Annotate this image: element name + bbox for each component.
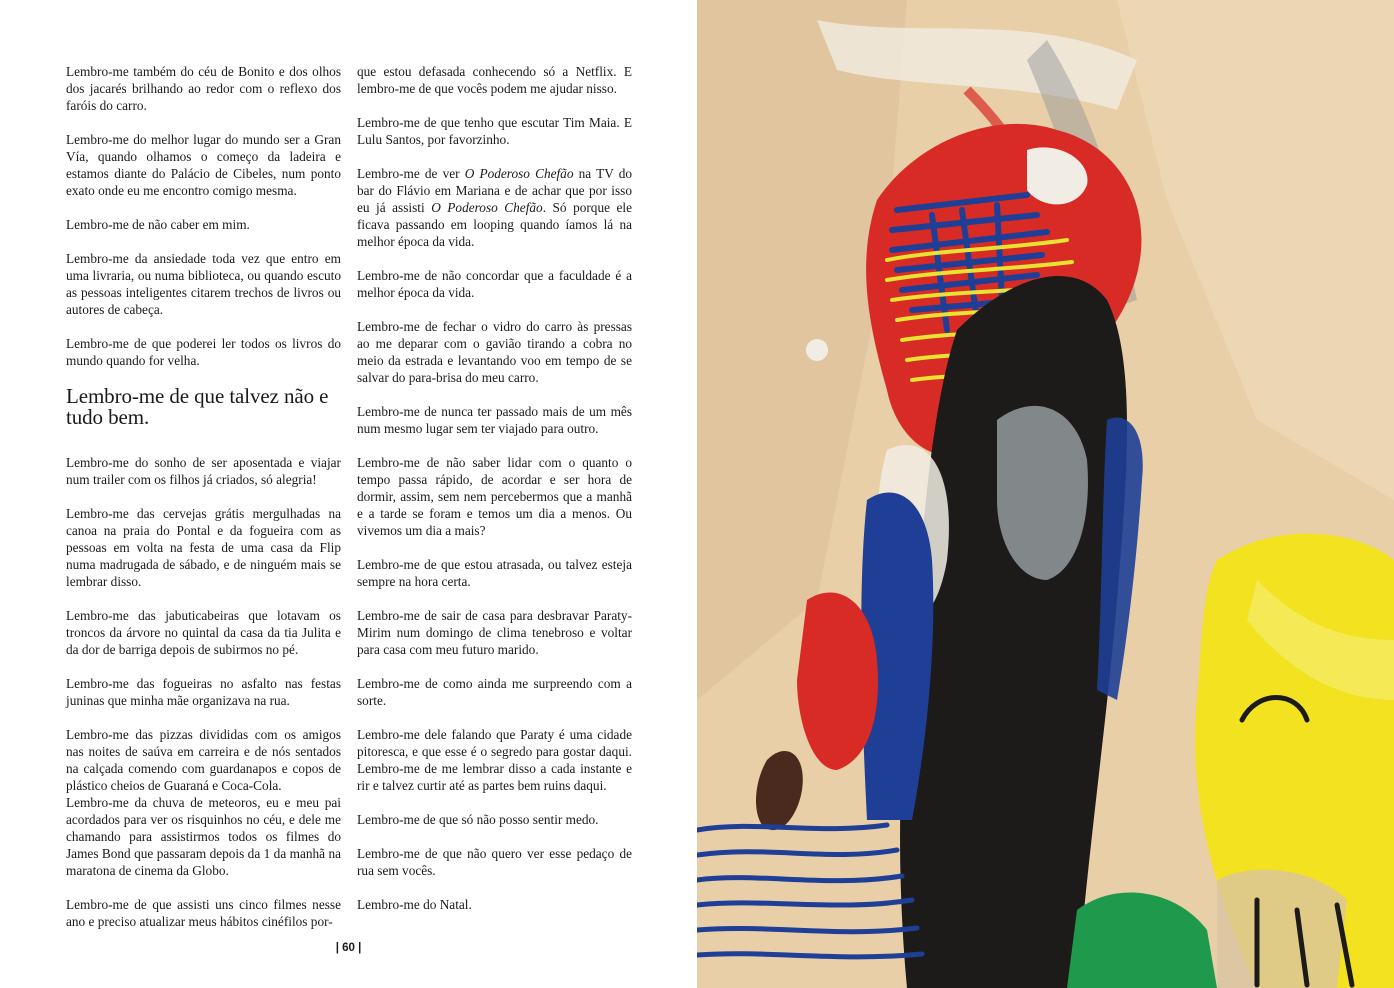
abstract-painting xyxy=(697,0,1394,988)
paragraph: Lembro-me da ansiedade toda vez que entro em uma livraria, ou numa biblioteca, ou quando escuto as pessoas inteligentes citarem trechos de livros ou autores de cabeça. xyxy=(66,251,341,317)
paragraph: Lembro-me de não saber lidar com o quanto o tempo passa rápido, de acordar e ser hora de dormir, assim, sem nem percebermos que a manhã e a tarde se foram e temos um dia a menos. Ou vivemos um dia a mais? xyxy=(357,455,632,538)
paragraph: Lembro-me de que não quero ver esse pedaço de rua sem vocês. xyxy=(357,846,632,878)
paragraph: Lembro-me de fechar o vidro do carro às pressas ao me deparar com o gavião tirando a cobra no meio da estrada e levantando voo em tempo de se salvar do para-brisa do meu carro. xyxy=(357,319,632,385)
paragraph: Lembro-me de que estou atrasada, ou talvez esteja sempre na hora certa. xyxy=(357,557,632,589)
paragraph-text: . Só porque ele ficava passando em looping quando íamos lá na melhor época da vida. xyxy=(357,200,632,249)
paragraph: Lembro-me de nunca ter passado mais de um mês num mesmo lugar sem ter viajado para outro. xyxy=(357,404,632,436)
paragraph-text: na TV do bar do Flávio em Mariana e de achar que por isso eu já assisti xyxy=(357,166,632,215)
paragraph: Lembro-me do sonho de ser aposentada e viajar num trailer com os filhos já criados, só alegria! xyxy=(66,455,341,487)
paragraph: Lembro-me das fogueiras no asfalto nas festas juninas que minha mãe organizava na rua. xyxy=(66,676,341,708)
paragraph: Lembro-me de não caber em mim. xyxy=(66,217,250,232)
paragraph: Lembro-me das cervejas grátis mergulhadas na canoa na praia do Pontal e da fogueira com as pessoas em volta na festa de uma casa da Flip numa madrugada de sábado, e de ninguém mais se lembrar disso. xyxy=(66,506,341,589)
paragraph: Lembro-me de não concordar que a faculdade é a melhor época da vida. xyxy=(357,268,632,300)
text-column-right xyxy=(357,63,632,930)
paragraph: Lembro-me das pizzas divididas com os amigos nas noites de saúva em carreira e de nós sentados na calçada comendo com guardanapos e copos de plástico cheios de Guaraná e Coca-Cola. xyxy=(66,727,341,793)
page-number: | 60 | xyxy=(335,942,362,954)
paragraph: Lembro-me dele falando que Paraty é uma cidade pitoresca, e que esse é o segredo para gostar daqui. Lembro-me de me lembrar disso a cada instante e rir e talvez curtir até as partes bem ruins daqui. xyxy=(357,727,632,793)
paragraph: Lembro-me de que assisti uns cinco filmes nesse ano e preciso atualizar meus hábitos cinéfilos por- xyxy=(66,897,341,929)
paragraph: Lembro-me da chuva de meteoros, eu e meu pai acordados para ver os risquinhos no céu, e dele me chamando para assistirmos todos os filmes do James Bond que passaram depois da 1 da manhã na maratona de cinema da Globo. xyxy=(66,795,341,878)
paragraph: Lembro-me de que tenho que escutar Tim Maia. E Lulu Santos, por favorzinho. xyxy=(357,115,632,147)
paragraph: Lembro-me de como ainda me surpreendo com a sorte. xyxy=(357,676,632,708)
right-page-artwork xyxy=(697,0,1394,988)
film-title: O Poderoso Chefão xyxy=(464,166,574,181)
paragraph: Lembro-me também do céu de Bonito e dos olhos dos jacarés brilhando ao redor com o reflexo dos faróis do carro. xyxy=(66,64,341,113)
paint-shape-red xyxy=(797,593,878,771)
paint-wash xyxy=(1217,870,1347,988)
text-column-left xyxy=(66,63,341,947)
paragraph: Lembro-me das jabuticabeiras que lotavam os troncos da árvore no quintal da casa da tia Julita e da dor de barriga depois de subirmos no pé. xyxy=(66,608,341,657)
paragraph: que estou defasada conhecendo só a Netflix. E lembro-me de que vocês podem me ajudar nisso. xyxy=(357,64,632,96)
paragraph: Lembro-me de que só não posso sentir medo. xyxy=(357,812,599,827)
paragraph-text: Lembro-me de ver xyxy=(357,166,465,181)
paragraph: Lembro-me de que poderei ler todos os livros do mundo quando for velha. xyxy=(66,336,341,368)
pull-quote-heading: Lembro-me de que talvez não e tudo bem. xyxy=(66,384,329,429)
paragraph-with-titles xyxy=(357,165,632,250)
paragraph: Lembro-me de sair de casa para desbravar Paraty-Mirim num domingo de clima tenebroso e voltar para casa com meu futuro marido. xyxy=(357,608,632,657)
paragraph: Lembro-me do Natal. xyxy=(357,897,472,912)
film-title: O Poderoso Chefão xyxy=(431,200,543,215)
paragraph: Lembro-me do melhor lugar do mundo ser a Gran Vía, quando olhamos o começo da ladeira e estamos diante do Palácio de Cibeles, num ponto exato onde eu me encontro comigo mesma. xyxy=(66,132,341,198)
paint-dot-white xyxy=(806,339,828,361)
